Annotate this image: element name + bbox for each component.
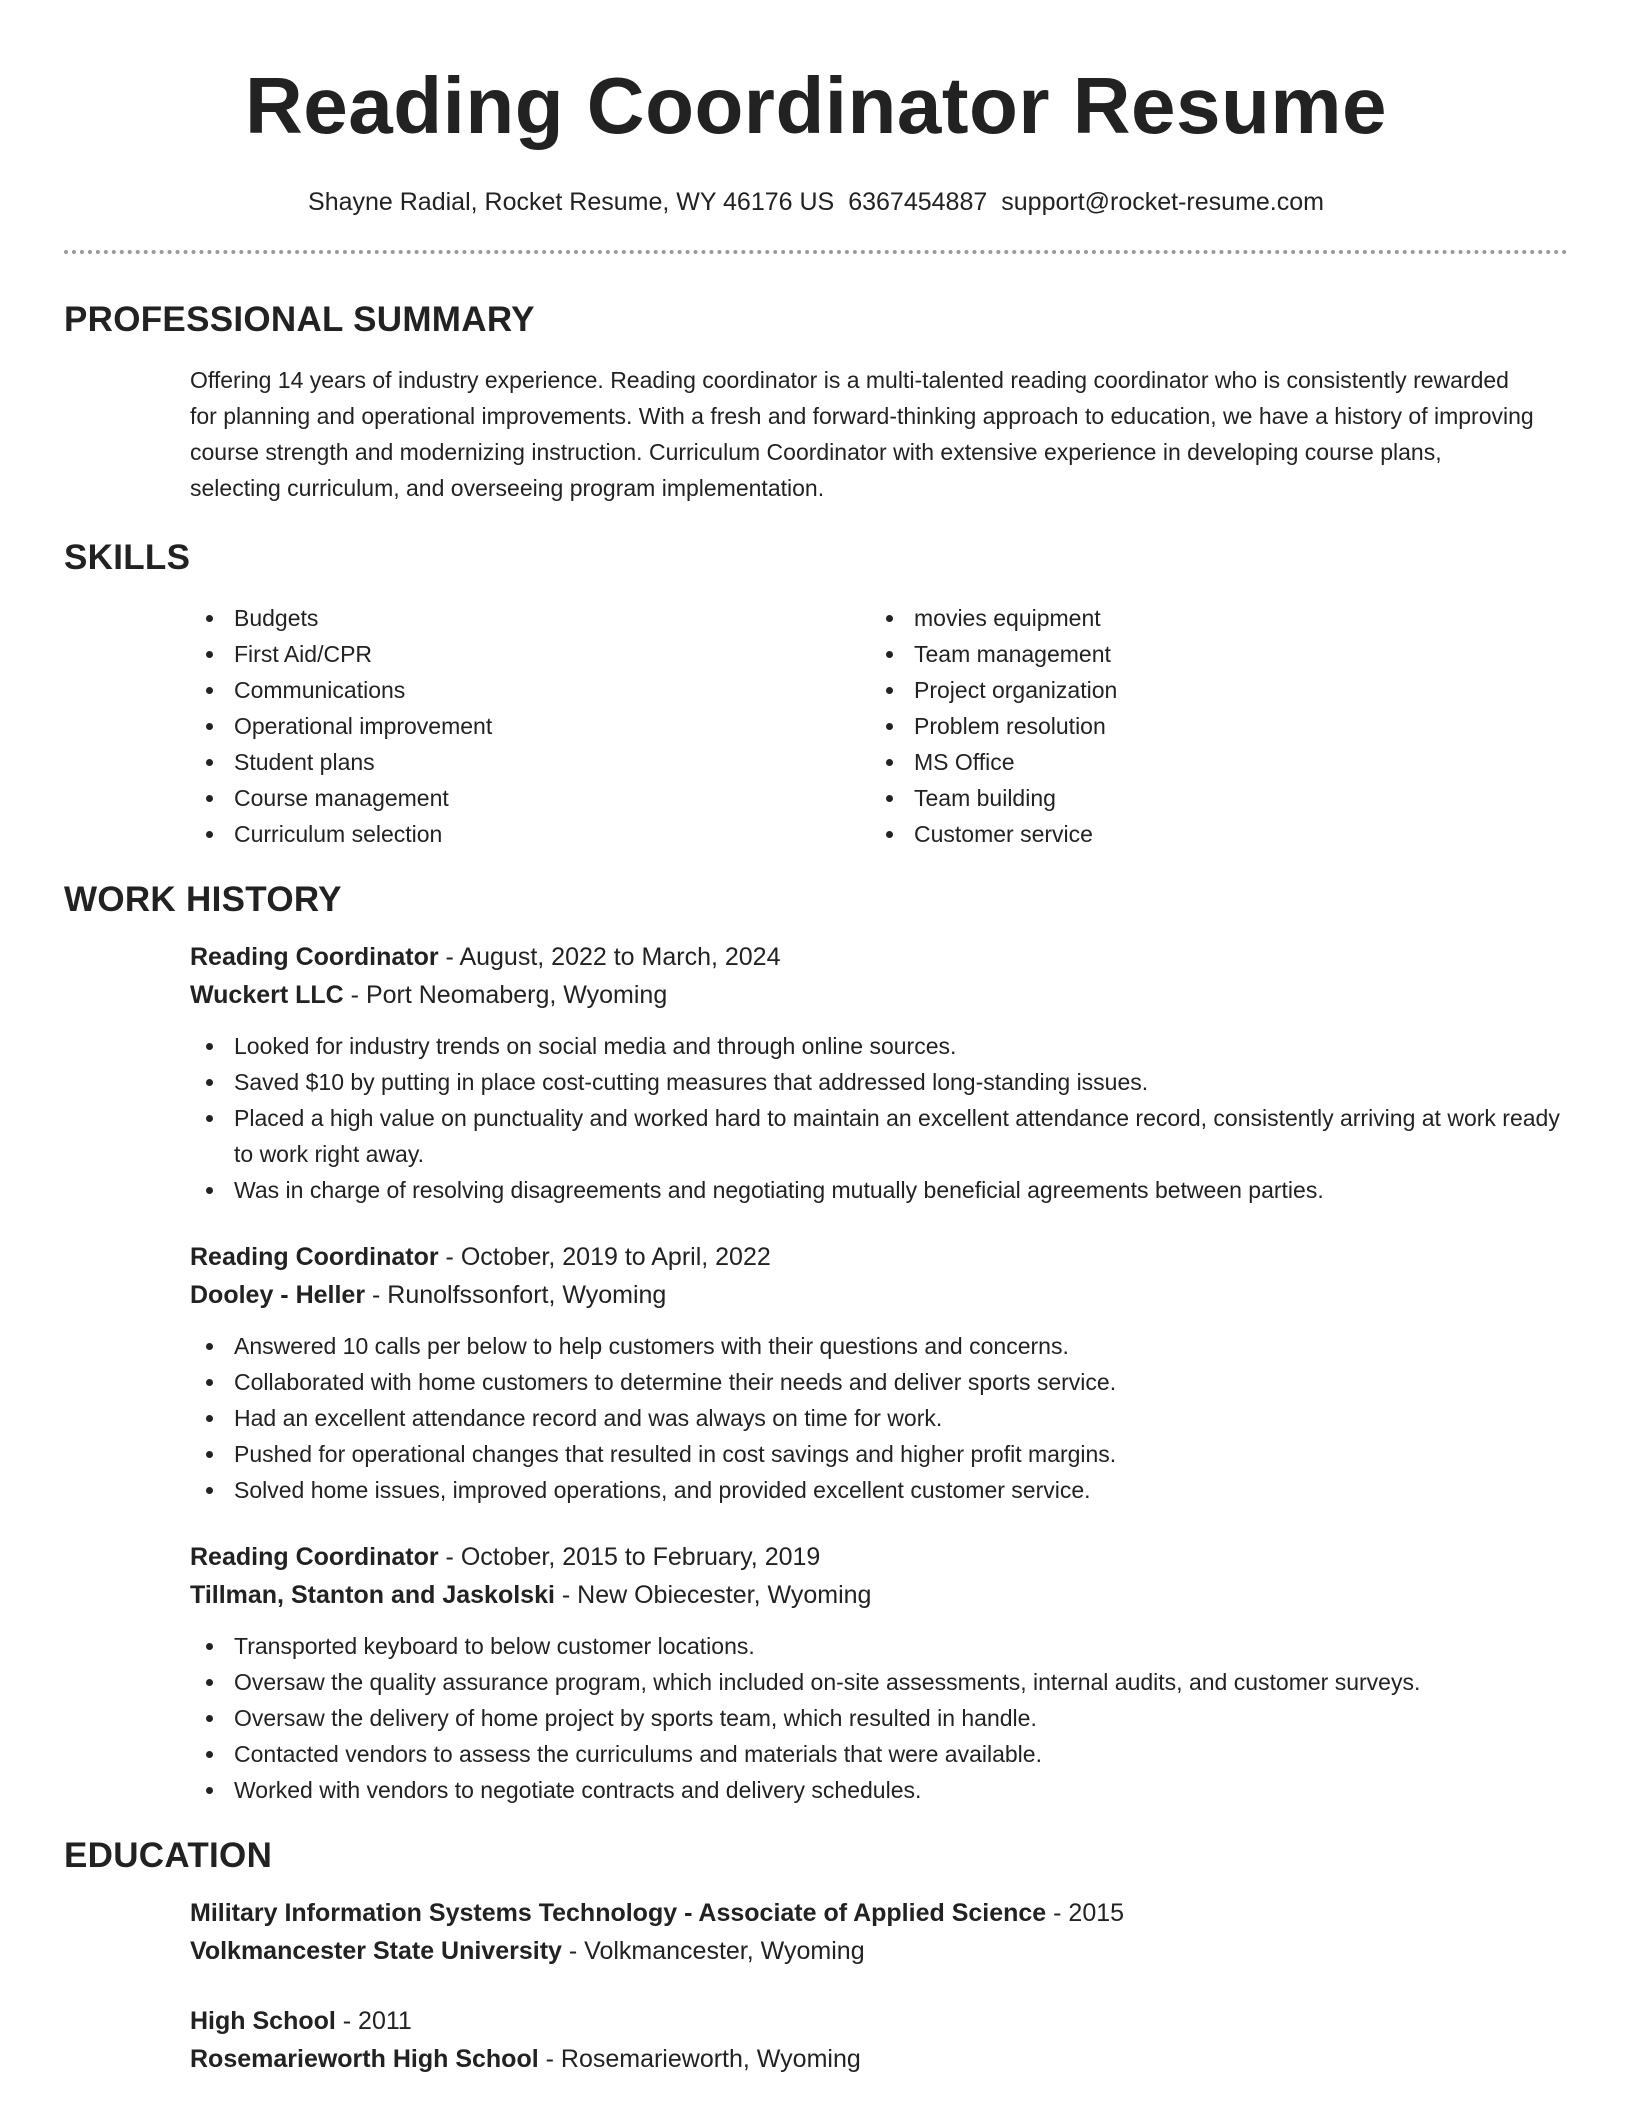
skill-item: Communications: [190, 672, 870, 708]
skill-item: Problem resolution: [870, 708, 1550, 744]
job-bullet: Collaborated with home customers to determine their needs and deliver sports service.: [190, 1364, 1568, 1400]
job-location: - Port Neomaberg, Wyoming: [343, 981, 668, 1009]
skill-item: Team building: [870, 780, 1550, 816]
job-bullet: Looked for industry trends on social media and through online sources.: [190, 1028, 1568, 1064]
job-company: Wuckert LLC: [190, 981, 344, 1009]
contact-email[interactable]: support@rocket-resume.com: [1001, 188, 1324, 216]
education-heading: EDUCATION: [64, 1836, 273, 1875]
job-bullets: [190, 1028, 1568, 1208]
job-company: Dooley - Heller: [190, 1281, 366, 1309]
skill-item: Course management: [190, 780, 870, 816]
job-bullet: Contacted vendors to assess the curriculums and materials that were available.: [190, 1736, 1568, 1772]
skill-item: Project organization: [870, 672, 1550, 708]
job-title: Reading Coordinator: [190, 1243, 439, 1271]
education-year: - 2015: [1046, 1899, 1125, 1927]
job-dates: - October, 2015 to February, 2019: [438, 1543, 821, 1571]
job-bullet: Saved $10 by putting in place cost-cutting measures that addressed long-standing issues.: [190, 1064, 1568, 1100]
job-company-line: [190, 1576, 1568, 1614]
skill-item: Customer service: [870, 816, 1550, 852]
education-degree-line: [190, 1894, 1568, 1932]
contact-line: [64, 186, 1568, 218]
skill-item: First Aid/CPR: [190, 636, 870, 672]
skills-column-right: [870, 600, 1550, 852]
skill-item: Budgets: [190, 600, 870, 636]
job-bullets: [190, 1328, 1568, 1508]
work-history-heading: WORK HISTORY: [64, 880, 342, 919]
job-company: Tillman, Stanton and Jaskolski: [190, 1581, 555, 1609]
skill-item: Student plans: [190, 744, 870, 780]
job-title-line: [190, 938, 1568, 976]
job-location: - New Obiecester, Wyoming: [554, 1581, 872, 1609]
education-location: - Rosemarieworth, Wyoming: [538, 2045, 861, 2073]
summary-text: Offering 14 years of industry experience. Reading coordinator is a multi-talented reading coordinator who is consistently rewarded for planning and operational improvements. With a fresh and forward-thinking approach to education, we have a history of improving course strength and modernizing instruction. Curriculum Coordinator with extensive experience in developing course plans, selecting curriculum, and overseeing program implementation.: [190, 367, 1534, 501]
education-entry: [64, 2002, 1568, 2078]
job-company-line: [190, 1276, 1568, 1314]
job-bullets: [190, 1628, 1568, 1808]
job-entry: [64, 1538, 1568, 1808]
skill-item: Curriculum selection: [190, 816, 870, 852]
job-entry: [64, 1238, 1568, 1508]
job-company-line: [190, 976, 1568, 1014]
job-bullet: Answered 10 calls per below to help customers with their questions and concerns.: [190, 1328, 1568, 1364]
education-school-line: [190, 1932, 1568, 1970]
skill-item: MS Office: [870, 744, 1550, 780]
resume-title: Reading Coordinator Resume: [244, 61, 1388, 150]
skills-list: [64, 600, 1568, 852]
education-degree-line: [190, 2002, 1568, 2040]
header-divider: [64, 250, 1568, 254]
job-bullet: Transported keyboard to below customer locations.: [190, 1628, 1568, 1664]
education-school: Volkmancester State University: [190, 1937, 562, 1965]
skill-item: Operational improvement: [190, 708, 870, 744]
education-degree: High School: [190, 2007, 336, 2035]
job-entry: [64, 938, 1568, 1208]
summary-section: [64, 362, 1568, 506]
job-bullet: Placed a high value on punctuality and worked hard to maintain an excellent attendance record, consistently arriving at work ready to work right away.: [190, 1100, 1568, 1172]
summary-heading: PROFESSIONAL SUMMARY: [64, 300, 535, 339]
education-year: - 2011: [335, 2007, 412, 2035]
contact-phone: 6367454887: [848, 188, 988, 216]
job-bullet: Was in charge of resolving disagreements and negotiating mutually beneficial agreements between parties.: [190, 1172, 1568, 1208]
job-title: Reading Coordinator: [190, 1543, 439, 1571]
education-degree: Military Information Systems Technology - Associate of Applied Science: [190, 1899, 1047, 1927]
skill-item: Team management: [870, 636, 1550, 672]
job-bullet: Had an excellent attendance record and was always on time for work.: [190, 1400, 1568, 1436]
job-location: - Runolfssonfort, Wyoming: [365, 1281, 667, 1309]
job-bullet: Worked with vendors to negotiate contracts and delivery schedules.: [190, 1772, 1568, 1808]
job-bullet: Pushed for operational changes that resulted in cost savings and higher profit margins.: [190, 1436, 1568, 1472]
education-entry: [64, 1894, 1568, 1970]
job-title-line: [190, 1238, 1568, 1276]
job-bullet: Solved home issues, improved operations, and provided excellent customer service.: [190, 1472, 1568, 1508]
skills-heading: SKILLS: [64, 538, 191, 577]
education-location: - Volkmancester, Wyoming: [561, 1937, 865, 1965]
job-bullet: Oversaw the delivery of home project by sports team, which resulted in handle.: [190, 1700, 1568, 1736]
job-title: Reading Coordinator: [190, 943, 439, 971]
contact-address: Shayne Radial, Rocket Resume, WY 46176 US: [308, 188, 835, 216]
skills-column-left: [190, 600, 870, 852]
job-bullet: Oversaw the quality assurance program, which included on-site assessments, internal audits, and customer surveys.: [190, 1664, 1568, 1700]
job-title-line: [190, 1538, 1568, 1576]
skill-item: movies equipment: [870, 600, 1550, 636]
education-school: Rosemarieworth High School: [190, 2045, 539, 2073]
job-dates: - October, 2019 to April, 2022: [438, 1243, 771, 1271]
job-dates: - August, 2022 to March, 2024: [438, 943, 781, 971]
education-school-line: [190, 2040, 1568, 2078]
